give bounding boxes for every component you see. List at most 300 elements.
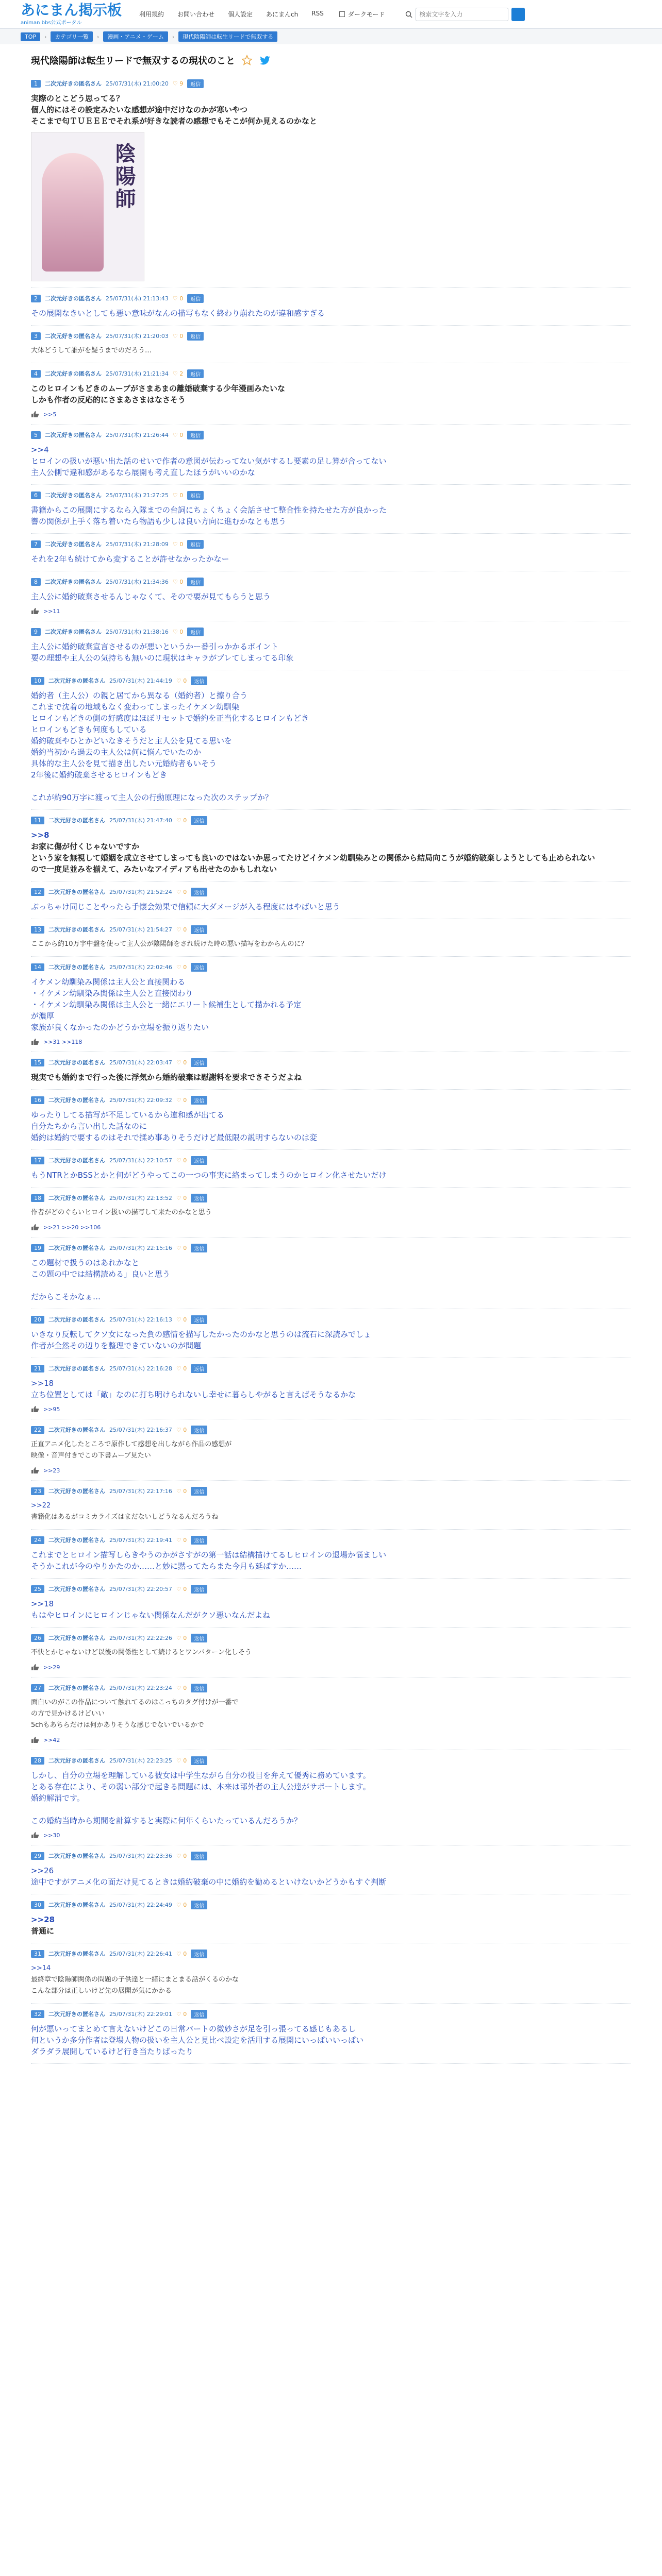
post-body (31, 939, 631, 950)
reply-button[interactable]: 返信 (187, 79, 204, 88)
like-count[interactable]: ♡ 0 (176, 1096, 187, 1104)
post-number[interactable]: 14 (31, 963, 44, 971)
breadcrumb-top[interactable]: TOP (21, 32, 40, 41)
post-body (31, 1963, 631, 1997)
reply-button[interactable]: 返信 (191, 1950, 207, 1958)
like-count[interactable]: ♡ 0 (172, 628, 184, 635)
post-author: 二次元好きの匿名さん (48, 926, 105, 933)
post-header (31, 331, 631, 341)
reply-button[interactable]: 返信 (187, 628, 204, 636)
post-author: 二次元好きの匿名さん (48, 1365, 105, 1372)
post-header (31, 1851, 631, 1861)
post-timestamp: 25/07/31(木) 21:38:16 (106, 629, 169, 635)
post (31, 1943, 631, 2004)
post-text-line: 主人公に婚約破棄させるんじゃなくて、そので要が見てもらうと思う (31, 592, 271, 601)
post (31, 1677, 631, 1750)
like-count[interactable]: ♡ 0 (176, 2010, 187, 2018)
post-text-line: ・イケメン幼馴染み関係は主人公と直接関わり (31, 989, 193, 998)
page-title: 現代陰陽師は転生リードで無双するの現状のこと (31, 56, 235, 66)
like-count[interactable]: ♡ 0 (172, 492, 184, 499)
post-author: 二次元好きの匿名さん (45, 80, 102, 87)
post-header (31, 2009, 631, 2019)
thumbs-up-icon[interactable] (31, 1664, 39, 1671)
like-count[interactable]: ♡ 0 (176, 1157, 187, 1164)
post-body (31, 976, 631, 1033)
nav-terms[interactable]: 利用規約 (139, 11, 164, 18)
twitter-icon[interactable] (259, 54, 271, 66)
like-count[interactable]: ♡ 9 (172, 80, 184, 87)
post-timestamp: 25/07/31(木) 22:02:46 (109, 964, 172, 971)
reply-button[interactable]: 返信 (187, 294, 204, 303)
search-button[interactable] (511, 8, 525, 21)
post-text-line: とある存在により、その弱い部分で起きる問題には、本来は部外者の主人公達がサポートします。 (31, 1782, 371, 1791)
reply-button[interactable]: 返信 (187, 491, 204, 500)
reply-button[interactable]: 返信 (191, 1536, 207, 1545)
post (31, 534, 631, 571)
post-text-line: 映像・音声付きでこの下書ムーブ見たい (31, 1452, 151, 1460)
post-number[interactable]: 11 (31, 817, 44, 824)
post-footer (31, 1224, 631, 1231)
post-author: 二次元好きの匿名さん (45, 432, 102, 438)
post-text-line: 何というか多分作者は登場人物の扱いを主人公と見比べ設定を活用する展開にいっぱいいっぱい (31, 2036, 364, 2045)
post-number[interactable]: 26 (31, 1634, 44, 1642)
like-count[interactable]: ♡ 0 (176, 1487, 187, 1495)
like-count[interactable]: ♡ 0 (176, 1194, 187, 1201)
like-count[interactable]: ♡ 0 (176, 1757, 187, 1764)
post-header (31, 924, 631, 935)
post-number[interactable]: 7 (31, 540, 41, 548)
post-text-line: 主人公に婚約破棄宣言させるのが悪いというかー番引っかかるポイント (31, 642, 279, 651)
post-timestamp: 25/07/31(木) 22:10:57 (109, 1157, 172, 1164)
reply-links[interactable]: >>42 (43, 1736, 60, 1743)
post (31, 1530, 631, 1579)
reply-links[interactable]: >>31 >>118 (43, 1038, 82, 1045)
post (31, 288, 631, 326)
post-number[interactable]: 6 (31, 492, 41, 499)
like-count[interactable]: ♡ 0 (176, 926, 187, 933)
post-text-line: ぶっちゃけ同じことやったら手懐会効果で信頼に大ダメージが入る程度にはやばいと思う (31, 902, 340, 911)
reply-button[interactable]: 返信 (187, 369, 204, 378)
reply-button[interactable]: 返信 (191, 2010, 207, 2019)
post-body (31, 1598, 631, 1621)
post-number[interactable]: 21 (31, 1365, 44, 1372)
post-number[interactable]: 20 (31, 1316, 44, 1324)
post-body (31, 829, 631, 875)
dark-mode-label: ダークモード (347, 11, 385, 18)
post-body (31, 901, 631, 912)
search-icon (405, 11, 412, 18)
post-header (31, 1683, 631, 1693)
post-text-line: この題材で扱うのはあれかなと (31, 1258, 140, 1267)
post-text-line: 書籍化はあるがコミカライズはまだないしどうなるんだろうね (31, 1513, 219, 1521)
reply-button[interactable]: 返信 (191, 1634, 207, 1642)
reply-button[interactable]: 返信 (191, 925, 207, 934)
thumbs-up-icon[interactable] (31, 1832, 39, 1839)
breadcrumb-category[interactable]: カテゴリ一覧 (51, 31, 93, 42)
post-body (31, 1549, 631, 1572)
post-body (31, 93, 631, 127)
like-count[interactable]: ♡ 0 (176, 677, 187, 684)
site-header (0, 0, 662, 29)
post-number[interactable]: 17 (31, 1157, 44, 1164)
post-text-line: 実際のとこどう思ってる？ (31, 94, 124, 103)
post-number[interactable]: 23 (31, 1487, 44, 1495)
post-text-line: もうNTRとかBSSとかと何がどうやってこの一つの事実に絡まってしまうのかヒロイン化させたいだけ (31, 1171, 387, 1180)
reply-links[interactable]: >>23 (43, 1467, 60, 1474)
post-text-line: もはやヒロインにヒロインじゃない関係なんだがクソ悪いなんだよね (31, 1611, 271, 1620)
like-count[interactable]: ♡ 0 (176, 1950, 187, 1957)
post-number[interactable]: 19 (31, 1244, 44, 1252)
reply-anchor[interactable]: >>18 (31, 1599, 54, 1608)
post (31, 1238, 631, 1309)
post-footer (31, 607, 631, 615)
post (31, 1894, 631, 1943)
post-timestamp: 25/07/31(木) 21:00:20 (106, 80, 169, 87)
post-number[interactable]: 30 (31, 1901, 44, 1909)
like-count[interactable]: ♡ 0 (176, 963, 187, 971)
like-count[interactable]: ♡ 0 (176, 1316, 187, 1323)
post (31, 1358, 631, 1419)
like-count[interactable]: ♡ 0 (176, 1634, 187, 1641)
thumbs-up-icon[interactable] (31, 1405, 39, 1413)
post (31, 73, 631, 288)
post-number[interactable]: 10 (31, 677, 44, 685)
thumbs-up-icon[interactable] (31, 1224, 39, 1231)
post-body (31, 1647, 631, 1658)
post-number[interactable]: 29 (31, 1852, 44, 1860)
reply-button[interactable]: 返信 (191, 1244, 207, 1252)
reply-links[interactable]: >>29 (43, 1664, 60, 1671)
reply-button[interactable]: 返信 (191, 1426, 207, 1434)
top-nav (139, 10, 324, 19)
reply-links[interactable]: >>30 (43, 1832, 60, 1839)
post-timestamp: 25/07/31(木) 21:44:19 (109, 677, 172, 684)
thumbs-up-icon[interactable] (31, 1467, 39, 1474)
post-author: 二次元好きの匿名さん (45, 370, 102, 377)
post-header (31, 1155, 631, 1165)
post-author: 二次元好きの匿名さん (48, 1951, 105, 1957)
post-author: 二次元好きの匿名さん (48, 677, 105, 684)
reply-button[interactable]: 返信 (191, 1585, 207, 1594)
chevron-right-icon: › (172, 33, 175, 40)
post (31, 1090, 631, 1150)
post-text-line: 個人的にはその設定みたいな感想が途中だけなのかが寒いやつ (31, 105, 248, 114)
post-author: 二次元好きの匿名さん (48, 964, 105, 971)
reply-button[interactable]: 返信 (191, 888, 207, 896)
post-footer (31, 1405, 631, 1413)
post-author: 二次元好きの匿名さん (48, 2011, 105, 2018)
post-text-line: 2年後に婚約破棄させるヒロインもどき (31, 770, 168, 779)
like-count[interactable]: ♡ 2 (172, 370, 184, 377)
like-count[interactable]: ♡ 0 (172, 431, 184, 438)
reply-button[interactable]: 返信 (191, 1315, 207, 1324)
post-timestamp: 25/07/31(木) 21:34:36 (106, 579, 169, 585)
post-body (31, 1439, 631, 1462)
post-author: 二次元好きの匿名さん (48, 1195, 105, 1201)
post-timestamp: 25/07/31(木) 22:15:16 (109, 1245, 172, 1251)
post-number[interactable]: 5 (31, 431, 41, 439)
post-author: 二次元好きの匿名さん (48, 817, 105, 824)
breadcrumb-subcategory[interactable]: 漫画・アニメ・ゲーム (103, 31, 168, 42)
like-count[interactable]: ♡ 0 (172, 295, 184, 302)
post-number[interactable]: 8 (31, 578, 41, 586)
post-text-line: 面白いのがこの作品について触れてるのはこっちのタグ付けが一番で (31, 1699, 239, 1706)
reply-anchor[interactable]: >>18 (31, 1379, 54, 1388)
post-header (31, 490, 631, 500)
post-header (31, 293, 631, 303)
like-count[interactable]: ♡ 0 (176, 888, 187, 895)
post-text-line: ・イケメン幼馴染み関係は主人公と一緒にエリート候補生として描かれる予定 (31, 1000, 302, 1009)
post-header (31, 962, 631, 972)
logo-subtext: animan bbs公式ポータル (21, 20, 82, 26)
post-text-line: 作者が全然その辺りを整理できていないのが問題 (31, 1341, 202, 1350)
post (31, 1309, 631, 1358)
reply-button[interactable]: 返信 (191, 1096, 207, 1105)
post-timestamp: 25/07/31(木) 22:17:16 (109, 1488, 172, 1495)
post-text-line: イケメン幼馴染み関係は主人公と直接関わる (31, 977, 186, 987)
post-author: 二次元好きの匿名さん (48, 1902, 105, 1908)
like-count[interactable]: ♡ 0 (176, 1585, 187, 1592)
like-count[interactable]: ♡ 0 (176, 1426, 187, 1433)
post-number[interactable]: 31 (31, 1950, 44, 1958)
like-count[interactable]: ♡ 0 (176, 1536, 187, 1544)
reply-button[interactable]: 返信 (191, 676, 207, 685)
post-footer (31, 1736, 631, 1743)
post-header (31, 1243, 631, 1253)
post (31, 326, 631, 363)
post-author: 二次元好きの匿名さん (48, 1427, 105, 1433)
reply-button[interactable]: 返信 (187, 431, 204, 439)
reply-anchor[interactable]: >>26 (31, 1866, 54, 1875)
post (31, 1052, 631, 1090)
post (31, 882, 631, 919)
post-timestamp: 25/07/31(木) 22:13:52 (109, 1195, 172, 1201)
reply-anchor[interactable]: >>22 (31, 1502, 51, 1510)
like-count[interactable]: ♡ 0 (176, 1059, 187, 1066)
post-text-line: 途中ですがアニメ化の面だけ見てるときは婚約破棄の中に婚約を勧めるといけないかどうかもすぐ判断 (31, 1877, 387, 1887)
nav-animanch[interactable]: あにまんch (266, 11, 299, 18)
post-timestamp: 25/07/31(木) 22:20:57 (109, 1586, 172, 1592)
post-author: 二次元好きの匿名さん (48, 1316, 105, 1323)
post (31, 485, 631, 534)
reply-links[interactable]: >>11 (43, 607, 60, 615)
reply-button[interactable]: 返信 (191, 1487, 207, 1496)
post-author: 二次元好きの匿名さん (48, 1488, 105, 1495)
post-timestamp: 25/07/31(木) 21:28:09 (106, 541, 169, 548)
reply-anchor[interactable]: >>14 (31, 1964, 51, 1972)
post-body (31, 641, 631, 664)
post-timestamp: 25/07/31(木) 22:26:41 (109, 1951, 172, 1957)
reply-button[interactable]: 返信 (191, 1058, 207, 1067)
post-body (31, 2023, 631, 2057)
post-body (31, 308, 631, 319)
post-header (31, 430, 631, 440)
post-text-line: これが約90万字に渡って主人公の行動原理になった次のステップか？ (31, 793, 273, 802)
post-number[interactable]: 1 (31, 80, 41, 88)
post-timestamp: 25/07/31(木) 22:29:01 (109, 2011, 172, 2018)
reply-button[interactable]: 返信 (191, 1156, 207, 1165)
post-timestamp: 25/07/31(木) 22:24:49 (109, 1902, 172, 1908)
post-number[interactable]: 27 (31, 1684, 44, 1692)
chevron-right-icon: › (44, 33, 47, 40)
reply-button[interactable]: 返信 (187, 578, 204, 586)
post-number[interactable]: 25 (31, 1585, 44, 1593)
star-icon[interactable] (241, 55, 253, 66)
chevron-right-icon: › (96, 33, 100, 40)
like-count[interactable]: ♡ 0 (176, 1901, 187, 1908)
breadcrumb-thread[interactable]: 現代陰陽師は転生リードで無双する (178, 31, 277, 42)
checkbox-icon[interactable] (339, 11, 345, 17)
reply-button[interactable]: 返信 (191, 816, 207, 825)
like-count[interactable]: ♡ 0 (176, 1244, 187, 1251)
reply-button[interactable]: 返信 (191, 1684, 207, 1692)
nav-rss[interactable]: RSS (311, 10, 324, 17)
reply-button[interactable]: 返信 (191, 1852, 207, 1860)
thumbs-up-icon[interactable] (31, 607, 39, 615)
post (31, 670, 631, 810)
reply-button[interactable]: 返信 (191, 1901, 207, 1909)
reply-anchor[interactable]: >>4 (31, 445, 49, 454)
post-header (31, 1425, 631, 1435)
reply-button[interactable]: 返信 (191, 1364, 207, 1373)
post (31, 810, 631, 882)
post-timestamp: 25/07/31(木) 22:16:28 (109, 1365, 172, 1372)
post-number[interactable]: 4 (31, 370, 41, 378)
post-author: 二次元好きの匿名さん (45, 333, 102, 340)
reply-button[interactable]: 返信 (191, 1756, 207, 1765)
reply-anchor[interactable]: >>28 (31, 1915, 55, 1924)
post-number[interactable]: 16 (31, 1096, 44, 1104)
post-text-line: ダラダラ展開しているけど行き当たりばったり (31, 2047, 193, 2056)
post-timestamp: 25/07/31(木) 21:52:24 (109, 889, 172, 895)
site-logo[interactable] (21, 3, 124, 26)
like-count[interactable]: ♡ 0 (176, 1365, 187, 1372)
post-timestamp: 25/07/31(木) 21:21:34 (106, 370, 169, 377)
post-header (31, 539, 631, 549)
reply-button[interactable]: 返信 (187, 332, 204, 341)
post-body (31, 1378, 631, 1400)
post-text-line: 具体的な主人公を見て描き出したい元婚約者もいそう (31, 759, 217, 768)
post-text-line: 大体どうして誰がを疑うまでのだろう… (31, 347, 152, 354)
post-body (31, 1257, 631, 1302)
thumbs-up-icon[interactable] (31, 1038, 39, 1045)
post-text-line: しかし、自分の立場を理解している彼女は中学生ながら自分の役目を弁えて優秀に務めています。 (31, 1771, 371, 1780)
post-timestamp: 25/07/31(木) 21:27:25 (106, 492, 169, 499)
post-header (31, 1948, 631, 1959)
post-text-line: こんな部分は正しいけど先の展開が気にかかる (31, 1987, 172, 1995)
post-author: 二次元好きの匿名さん (48, 1097, 105, 1104)
post-header (31, 815, 631, 825)
post-text-line: の方で見かけるけどいい (31, 1710, 105, 1718)
like-count[interactable]: ♡ 0 (176, 817, 187, 824)
post-text-line: そうかこれが今のやりかたのか……と妙に黙ってたらまた今月も延ばすか…… (31, 1562, 302, 1571)
post-text-line: 家族が良くなかったのかどうか立場を振り返りたい (31, 1023, 209, 1032)
logo-text: あにまん掲示板 (21, 2, 122, 19)
like-count[interactable]: ♡ 0 (172, 578, 184, 585)
post-number[interactable]: 32 (31, 2010, 44, 2018)
post-timestamp: 25/07/31(木) 21:47:40 (109, 817, 172, 824)
reply-button[interactable]: 返信 (191, 1194, 207, 1202)
post-text-line: ヒロインもどきも何度もしている (31, 725, 147, 734)
post-number[interactable]: 9 (31, 628, 41, 636)
post (31, 919, 631, 957)
post-author: 二次元好きの匿名さん (45, 295, 102, 302)
search-input[interactable] (416, 8, 508, 21)
post-number[interactable]: 28 (31, 1757, 44, 1765)
post-number[interactable]: 15 (31, 1059, 44, 1066)
post (31, 1579, 631, 1628)
post (31, 425, 631, 485)
post-number[interactable]: 2 (31, 295, 41, 302)
reply-button[interactable]: 返信 (191, 963, 207, 972)
post-text-line: だからこそかなぁ… (31, 1292, 101, 1301)
post-number[interactable]: 3 (31, 332, 41, 340)
post-number[interactable]: 22 (31, 1426, 44, 1434)
post-timestamp: 25/07/31(木) 22:23:24 (109, 1685, 172, 1691)
post-text-line: しかも作者の反応的にさまあさまはなさそう (31, 395, 186, 404)
post (31, 1419, 631, 1481)
like-count[interactable]: ♡ 0 (172, 332, 184, 340)
reply-button[interactable]: 返信 (187, 540, 204, 549)
post-text-line (31, 1804, 629, 1815)
reply-links[interactable]: >>21 >>20 >>106 (43, 1224, 101, 1231)
dark-mode-toggle[interactable] (339, 10, 385, 19)
post-text-line: いきなり反転してクソ女になった負の感情を描写したかったのかなと思うのは流石に深読みでしょ (31, 1330, 372, 1339)
post-footer (31, 411, 631, 418)
post-author: 二次元好きの匿名さん (48, 1586, 105, 1592)
post-text-line: ヒロインの扱いが悪い出た話のせいで作者の意図が伝わってない気がするし要素の足し算が合ってない (31, 456, 387, 466)
post-footer (31, 1467, 631, 1474)
post (31, 1750, 631, 1845)
like-count[interactable]: ♡ 0 (176, 1684, 187, 1691)
reply-links[interactable]: >>5 (43, 411, 57, 418)
search-bar (405, 8, 525, 21)
thumbs-up-icon[interactable] (31, 1736, 39, 1743)
post-body (31, 1072, 631, 1083)
post-number[interactable]: 24 (31, 1536, 44, 1544)
post-timestamp: 25/07/31(木) 22:23:25 (109, 1757, 172, 1764)
post-footer (31, 1832, 631, 1839)
post-author: 二次元好きの匿名さん (48, 1059, 105, 1066)
thumbs-up-icon[interactable] (31, 411, 39, 418)
post-text-line: 婚約解消です。 (31, 1793, 85, 1803)
post-text-line: 普通に (31, 1926, 55, 1936)
post-body (31, 444, 631, 478)
post-header (31, 1535, 631, 1545)
post-body (31, 1865, 631, 1888)
post-text-line: このヒロインもどきのムーブがさまあまの離婚破棄する少年漫画みたいな (31, 384, 286, 393)
post-number[interactable]: 13 (31, 926, 44, 934)
post-body (31, 383, 631, 405)
reply-links[interactable]: >>95 (43, 1405, 60, 1413)
nav-settings[interactable]: 個人設定 (228, 11, 253, 18)
reply-anchor[interactable]: >>8 (31, 831, 49, 840)
post-timestamp: 25/07/31(木) 21:13:43 (106, 295, 169, 302)
like-count[interactable]: ♡ 0 (176, 1852, 187, 1859)
post-text-line: 正直アニメ化したところで原作して感想を出しながら作品の感想が (31, 1440, 232, 1448)
post-body (31, 1914, 631, 1937)
post-body (31, 1329, 631, 1351)
post-text-line: 立ち位置としては「敵」なのに打ち明けられないし幸せに暮らしやがると言えばそうなるかな (31, 1390, 356, 1399)
post-number[interactable]: 12 (31, 888, 44, 896)
nav-contact[interactable]: お問い合わせ (177, 11, 215, 18)
post-text-line: ここから約10万字中盤を使って主人公が陰陽師をされ続けた時の悪い描写をわからんのに？ (31, 940, 308, 948)
post-header (31, 1314, 631, 1325)
post-text-line: ヒロインもどきの側の好感度はほぼリセットで婚約を正当化するヒロインもどき (31, 714, 309, 723)
post (31, 1845, 631, 1894)
post-number[interactable]: 18 (31, 1194, 44, 1202)
like-count[interactable]: ♡ 0 (172, 540, 184, 548)
